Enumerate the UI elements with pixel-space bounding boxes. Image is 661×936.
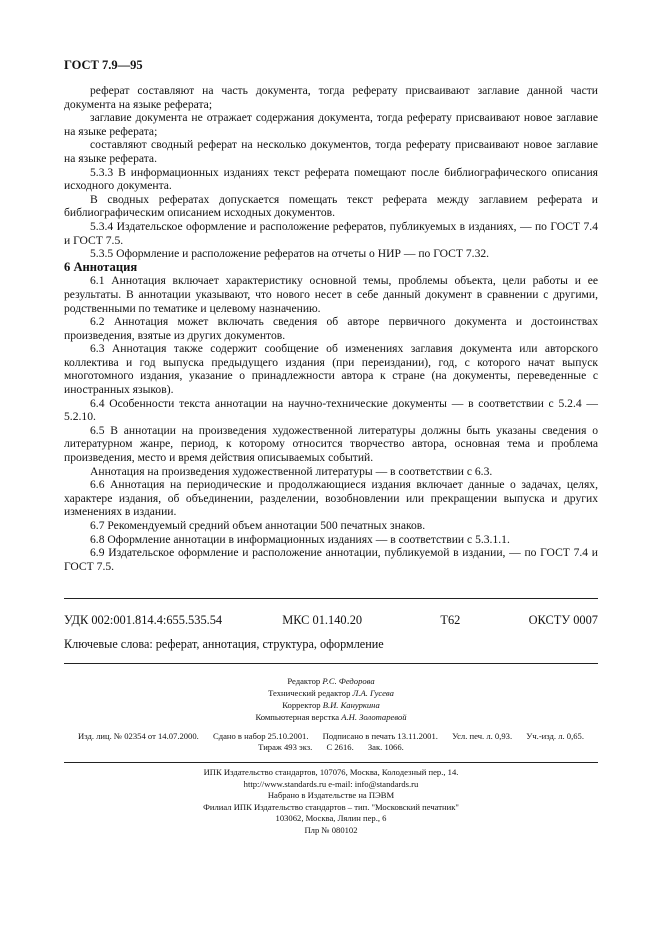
body-text	[64, 84, 598, 573]
publication-line	[64, 731, 598, 742]
paragraph: 5.3.5 Оформление и расположение рефератов на отчеты о НИР — по ГОСТ 7.32.	[90, 247, 490, 261]
signed-to-print: Подписано в печать 13.11.2001.	[322, 731, 438, 741]
paragraph: реферат составляют на часть документа, тогда реферату присваивают заглавие данной части документа на языке реферата;	[64, 84, 598, 111]
credit-role: Корректор	[282, 700, 321, 710]
publisher-line: 103062, Москва, Лялин пер., 6	[275, 813, 387, 823]
paragraph: 6.9 Издательское оформление и расположение аннотации, публикуемой в издании, — по ГОСТ 7.4 и ГОСТ 7.5.	[64, 546, 598, 573]
divider	[64, 663, 598, 664]
paragraph: 6.1 Аннотация включает характеристику основной темы, проблемы объекта, цели работы и ее результаты. В аннотации указывают, что нового несет в себе данный документ в сравнении с другими, родственными по тематике и целевому назначению.	[64, 274, 598, 315]
publication-line	[64, 742, 598, 753]
credit-role: Компьютерная верстка	[255, 712, 340, 722]
credit-name: Л.А. Гусева	[352, 688, 394, 698]
paragraph: заглавие документа не отражает содержания документа, тогда реферату присваивают новое заглавие на языке реферата;	[64, 111, 598, 138]
license: Изд. лиц. № 02354 от 14.07.2000.	[78, 731, 199, 741]
print-sheets: Усл. печ. л. 0,93.	[452, 731, 513, 741]
credit-line	[64, 687, 598, 699]
publication-details	[64, 731, 598, 753]
t-code: Т62	[440, 613, 461, 627]
paragraph: 5.3.3 В информационных изданиях текст реферата помещают после библиографического описания исходного документа.	[64, 165, 598, 193]
credit-line	[64, 675, 598, 687]
okstu-code: ОКСТУ 0007	[528, 613, 598, 627]
document-id-header: ГОСТ 7.9—95	[64, 58, 143, 72]
credit-role: Редактор	[287, 676, 321, 686]
mks-code: МКС 01.140.20	[282, 613, 363, 627]
credit-name: А.Н. Золотаревой	[341, 712, 407, 722]
pub-sheets: Уч.-изд. л. 0,65.	[526, 731, 584, 741]
paragraph: составляют сводный реферат на несколько документов, тогда реферату присваивают новое заглавие на языке реферата.	[64, 138, 598, 165]
credit-name: В.И. Кануркина	[322, 700, 380, 710]
credit-line	[64, 711, 598, 723]
paragraph: 6.6 Аннотация на периодические и продолжающиеся издания включает данные о задачах, целях, характере издания, об объединении, разделении, возобновлении или прекращении выпуска и других изменениях в издании.	[64, 478, 598, 519]
credit-role: Технический редактор	[268, 688, 351, 698]
credit-name: Р.С. Федорова	[322, 676, 375, 686]
paragraph: 6.8 Оформление аннотации в информационных изданиях — в соответствии с 5.3.1.1.	[90, 532, 510, 546]
publisher-line: http://www.standards.ru e-mail: info@standards.ru	[243, 778, 419, 789]
c-code: С 2616.	[326, 742, 354, 752]
keywords: Ключевые слова: реферат, аннотация, структура, оформление	[64, 637, 384, 651]
credits-block	[64, 675, 598, 723]
publisher-line: ИПК Издательство стандартов, 107076, Москва, Колодезный пер., 14.	[203, 767, 459, 777]
divider	[64, 762, 598, 763]
paragraph: В сводных рефератах допускается помещать текст реферата между заглавием реферата и библиографическим описанием исходных документов.	[64, 192, 598, 220]
sent-to-typeset: Сдано в набор 25.10.2001.	[212, 731, 309, 741]
publisher-line: Плр № 080102	[304, 824, 358, 835]
publisher-line: Набрано в Издательстве на ПЭВМ	[267, 790, 395, 800]
paragraph: 5.3.4 Издательское оформление и расположение рефератов, публикуемых в изданиях, — по ГОСТ 7.4 и ГОСТ 7.5.	[64, 219, 598, 247]
print-run: Тираж 493 экз.	[258, 742, 313, 752]
order-number: Зак. 1066.	[367, 742, 404, 752]
udk-code: УДК 002:001.814.4:655.535.54	[64, 613, 223, 627]
divider	[64, 598, 598, 599]
paragraph: 6.4 Особенности текста аннотации на научно-технические документы — в соответствии с 5.2.4 — 5.2.10.	[64, 396, 598, 424]
paragraph: 6.5 В аннотации на произведения художественной литературы должны быть указаны сведения о литературном жанре, период, к которому относится творчество автора, основная тема и проблема произведения, место и время действия описываемых событий.	[64, 423, 598, 465]
paragraph: 6.2 Аннотация может включать сведения об авторе первичного документа и достоинствах произведения, взятые из других документов.	[64, 315, 598, 342]
credit-line	[64, 699, 598, 711]
classification-row	[64, 613, 598, 628]
section-heading: 6 Аннотация	[64, 259, 138, 274]
paragraph: Аннотация на произведения художественной литературы — в соответствии с 6.3.	[90, 464, 493, 478]
paragraph: 6.3 Аннотация также содержит сообщение об изменениях заглавия документа или авторского коллектива и год выпуска предыдущего издания (при переиздании), год, с которого начат выпуск многотомного издания, указание о принадлежности автора к стране (на документы, переведенные с иностранных языков).	[64, 342, 598, 397]
publisher-block	[64, 767, 598, 836]
paragraph: 6.7 Рекомендуемый средний объем аннотации 500 печатных знаков.	[90, 519, 426, 532]
publisher-line: Филиал ИПК Издательство стандартов – тип. "Московский печатник"	[203, 801, 459, 812]
